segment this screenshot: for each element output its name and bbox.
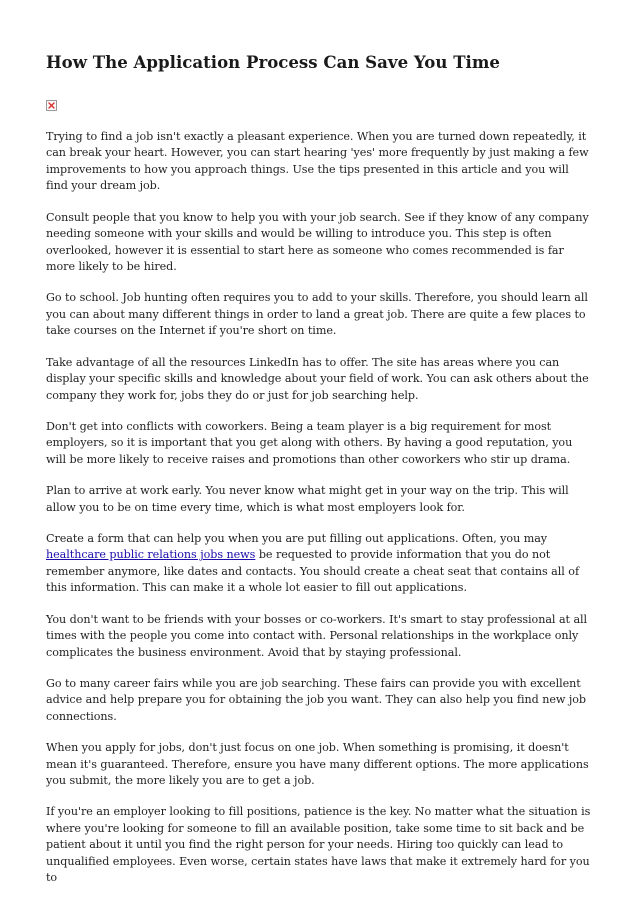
paragraph: Take advantage of all the resources LinkedIn has to offer. The site has areas where you can display your specific skills and knowledge about your field of work. You can ask others about the company they work for, jobs they do or just for job searching help. <box>46 355 589 402</box>
page-title: How The Application Process Can Save You Time <box>46 52 500 72</box>
paragraph: Don't get into conflicts with coworkers. Being a team player is a big requirement for most employers, so it is important that you get along with others. By having a good reputation, you will be more likely to receive raises and promotions than other coworkers who stir up drama. <box>46 419 573 466</box>
paragraph-text-before-link: Create a form that can help you when you are put filling out applications. Often, you may <box>46 531 548 545</box>
paragraph-with-link <box>46 531 592 597</box>
paragraph: When you apply for jobs, don't just focus on one job. When something is promising, it doesn't mean it's guaranteed. Therefore, ensure you have many different options. The more applications you submit, the more likely you are to get a job. <box>46 741 589 788</box>
healthcare-jobs-link[interactable]: healthcare public relations jobs news <box>46 548 256 562</box>
broken-image-icon <box>46 100 57 111</box>
paragraph-text-after-link: be requested to provide information that you do not remember anymore, like dates and contacts. You should create a cheat seat that contains all of this information. This can make it a whole lot easier to fill out applications. <box>46 548 580 595</box>
paragraph: Go to many career fairs while you are job searching. These fairs can provide you with excellent advice and help prepare you for obtaining the job you want. They can also help you find new job connections. <box>46 676 587 723</box>
paragraph: Consult people that you know to help you with your job search. See if they know of any company needing someone with your skills and would be willing to introduce you. This step is often overlooked, however it is essential to start here as someone who comes recommended is far more likely to be hired. <box>46 210 589 274</box>
paragraph: If you're an employer looking to fill positions, patience is the key. No matter what the situation is where you're looking for someone to fill an available position, take some time to sit back and be patient about it until you find the right person for your needs. Hiring too quickly can lead to unqualified employees. Even worse, certain states have laws that make it extremely hard for you to <box>46 805 591 885</box>
article-body <box>46 129 592 902</box>
paragraph: You don't want to be friends with your bosses or co-workers. It's smart to stay professional at all times with the people you come into contact with. Personal relationships in the workplace only complicates the business environment. Avoid that by staying professional. <box>46 612 588 659</box>
broken-image-x-icon <box>48 102 55 109</box>
paragraph: Go to school. Job hunting often requires you to add to your skills. Therefore, you should learn all you can about many different things in order to land a great job. There are quite a few places to take courses on the Internet if you're short on time. <box>46 291 588 338</box>
paragraph: Trying to find a job isn't exactly a pleasant experience. When you are turned down repeatedly, it can break your heart. However, you can start hearing 'yes' more frequently by just making a few improvements to how you approach things. Use the tips presented in this article and you will find your dream job. <box>46 130 589 193</box>
paragraph: Plan to arrive at work early. You never know what might get in your way on the trip. This will allow you to be on time every time, which is what most employers look for. <box>46 484 569 514</box>
